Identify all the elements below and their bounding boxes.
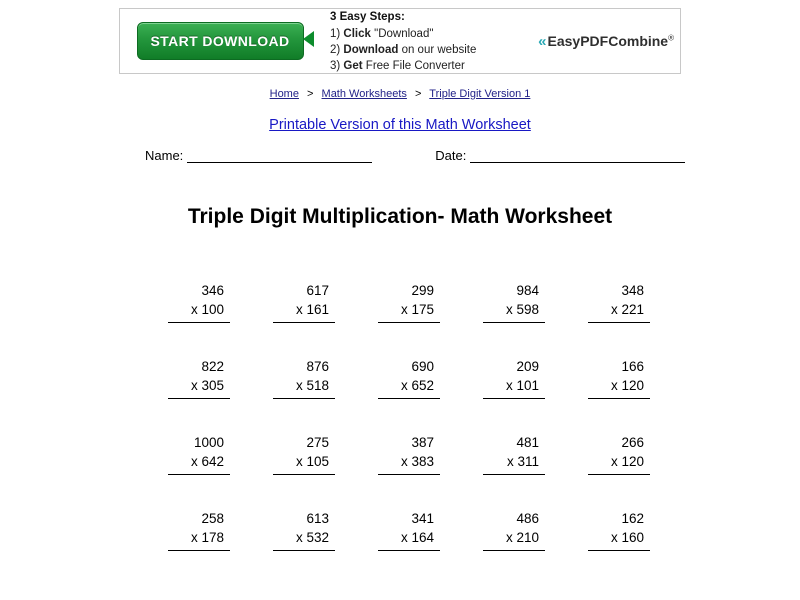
multiplier-value: 120: [621, 454, 644, 469]
operator-symbol: x: [505, 378, 517, 393]
ad-step-3: [330, 58, 504, 74]
operator-symbol: x: [295, 302, 307, 317]
multiplier: [168, 528, 230, 551]
ad-brand-trademark: ®: [668, 32, 674, 42]
operator-symbol: x: [190, 454, 202, 469]
name-write-line: [187, 149, 372, 163]
advertisement-region: [0, 0, 800, 82]
multiplicand: 481: [516, 435, 539, 450]
printable-version-row: [0, 116, 800, 134]
multiplier-value: 175: [411, 302, 434, 317]
multiplicand: 984: [516, 283, 539, 298]
name-field-group: [145, 148, 372, 163]
multiplier-value: 164: [411, 530, 434, 545]
multiplier-value: 105: [306, 454, 329, 469]
multiplicand: 613: [306, 511, 329, 526]
multiplier: [483, 376, 545, 399]
problem-item: [465, 509, 545, 551]
ad-step-1-bold: Click: [343, 27, 371, 40]
multiplier-value: 210: [516, 530, 539, 545]
operator-symbol: x: [400, 302, 412, 317]
multiplier: [378, 528, 440, 551]
multiplicand: 822: [201, 359, 224, 374]
operator-symbol: x: [400, 454, 412, 469]
ad-step-2: [330, 42, 504, 58]
multiplier: [588, 452, 650, 475]
breadcrumb-separator-2: >: [414, 88, 422, 100]
operator-symbol: x: [506, 454, 518, 469]
date-write-line: [470, 149, 685, 163]
ad-step-2-prefix: 2): [330, 43, 344, 56]
operator-symbol: x: [505, 530, 517, 545]
multiplicand: 617: [306, 283, 329, 298]
ad-step-1: [330, 26, 504, 42]
multiplier: [483, 300, 545, 323]
page-title: Triple Digit Multiplication- Math Worksheet: [187, 205, 613, 228]
multiplicand: 486: [516, 511, 539, 526]
problem-item: [360, 281, 440, 323]
operator-symbol: x: [610, 302, 622, 317]
multiplicand: 209: [516, 359, 539, 374]
problem-row: [150, 357, 650, 399]
operator-symbol: x: [400, 530, 412, 545]
problem-item: [465, 433, 545, 475]
problem-item: [360, 357, 440, 399]
operator-symbol: x: [295, 530, 307, 545]
operator-symbol: x: [610, 454, 622, 469]
problem-item: [570, 281, 650, 323]
problem-item: [150, 357, 230, 399]
multiplier-value: 120: [621, 378, 644, 393]
ad-brand-easy: Easy: [547, 32, 581, 49]
operator-symbol: x: [190, 302, 202, 317]
multiplicand: 275: [306, 435, 329, 450]
multiplier: [588, 300, 650, 323]
multiplicand: 876: [306, 359, 329, 374]
multiplier-value: 383: [411, 454, 434, 469]
ad-step-1-suffix: "Download": [370, 27, 434, 40]
name-date-row: [0, 148, 800, 163]
problem-item: [360, 433, 440, 475]
problem-item: [465, 357, 545, 399]
multiplier-value: 161: [306, 302, 329, 317]
multiplier: [168, 300, 230, 323]
multiplicand: 348: [621, 283, 644, 298]
operator-symbol: x: [190, 378, 202, 393]
multiplicand: 341: [411, 511, 434, 526]
problem-grid: [0, 281, 800, 551]
multiplier: [588, 528, 650, 551]
brand-glyph-icon: «: [538, 32, 547, 50]
ad-brand-pdfcombine: PDFCombine: [580, 32, 669, 49]
ad-steps-title: 3 Easy Steps:: [330, 10, 405, 23]
multiplier: [168, 376, 230, 399]
operator-symbol: x: [400, 378, 412, 393]
problem-item: [465, 281, 545, 323]
problem-item: [255, 357, 335, 399]
breadcrumb-separator-1: >: [307, 88, 314, 100]
operator-symbol: x: [295, 378, 307, 393]
multiplier: [273, 452, 335, 475]
problem-row: [150, 281, 650, 323]
ad-step-3-prefix: 3): [330, 59, 344, 72]
problem-item: [150, 433, 230, 475]
problem-row: [150, 433, 650, 475]
multiplier-value: 101: [516, 378, 539, 393]
problem-item: [360, 509, 440, 551]
multiplier-value: 160: [621, 530, 644, 545]
operator-symbol: x: [610, 378, 622, 393]
multiplier-value: 652: [411, 378, 434, 393]
multiplier: [378, 452, 440, 475]
multiplicand: 258: [201, 511, 224, 526]
multiplier: [273, 376, 335, 399]
ad-step-2-suffix: on our website: [398, 43, 477, 56]
multiplier: [588, 376, 650, 399]
name-label: Name:: [145, 148, 184, 163]
problem-item: [150, 281, 230, 323]
ad-step-1-prefix: 1): [330, 27, 344, 40]
multiplicand: 346: [201, 283, 224, 298]
multiplier: [273, 300, 335, 323]
multiplier: [273, 528, 335, 551]
breadcrumb-item-math-worksheets[interactable]: Math Worksheets: [321, 88, 407, 100]
arrow-left-icon: [303, 31, 314, 47]
breadcrumb-item-triple-digit-version-1[interactable]: Triple Digit Version 1: [429, 88, 531, 100]
operator-symbol: x: [295, 454, 307, 469]
multiplier-value: 311: [517, 454, 539, 469]
operator-symbol: x: [610, 530, 622, 545]
ad-steps-list: [320, 9, 504, 74]
multiplier-value: 532: [306, 530, 329, 545]
multiplicand: 387: [411, 435, 434, 450]
date-label: Date:: [435, 148, 467, 163]
operator-symbol: x: [190, 530, 202, 545]
multiplicand: 299: [411, 283, 434, 298]
multiplicand: 690: [411, 359, 434, 374]
printable-version-link[interactable]: Printable Version of this Math Worksheet: [269, 117, 531, 133]
ad-brand-logo: [504, 33, 680, 50]
multiplicand: 266: [621, 435, 644, 450]
multiplier: [378, 376, 440, 399]
multiplier: [483, 452, 545, 475]
problem-item: [255, 509, 335, 551]
multiplier: [168, 452, 230, 475]
problem-item: [150, 509, 230, 551]
multiplier-value: 598: [516, 302, 539, 317]
ad-step-3-suffix: Free File Converter: [362, 59, 465, 72]
problem-item: [255, 281, 335, 323]
breadcrumb-item-home[interactable]: Home: [269, 88, 299, 100]
operator-symbol: x: [505, 302, 517, 317]
multiplier-value: 642: [201, 454, 224, 469]
problem-item: [255, 433, 335, 475]
multiplier: [483, 528, 545, 551]
multiplier-value: 518: [306, 378, 329, 393]
date-field-group: [435, 148, 685, 163]
ad-banner[interactable]: [119, 8, 681, 74]
ad-step-3-bold: Get: [343, 59, 363, 72]
problem-item: [570, 357, 650, 399]
multiplier-value: 305: [201, 378, 224, 393]
problem-row: [150, 509, 650, 551]
multiplicand: 1000: [193, 435, 224, 450]
multiplier-value: 178: [201, 530, 224, 545]
multiplier-value: 221: [621, 302, 644, 317]
problem-item: [570, 433, 650, 475]
ad-button-area[interactable]: [120, 9, 320, 73]
multiplicand: 162: [621, 511, 644, 526]
breadcrumb: [0, 88, 800, 100]
multiplicand: 166: [621, 359, 644, 374]
multiplier-value: 100: [201, 302, 224, 317]
ad-step-2-bold: Download: [343, 43, 399, 56]
multiplier: [378, 300, 440, 323]
start-download-button[interactable]: START DOWNLOAD: [137, 22, 304, 60]
problem-item: [570, 509, 650, 551]
